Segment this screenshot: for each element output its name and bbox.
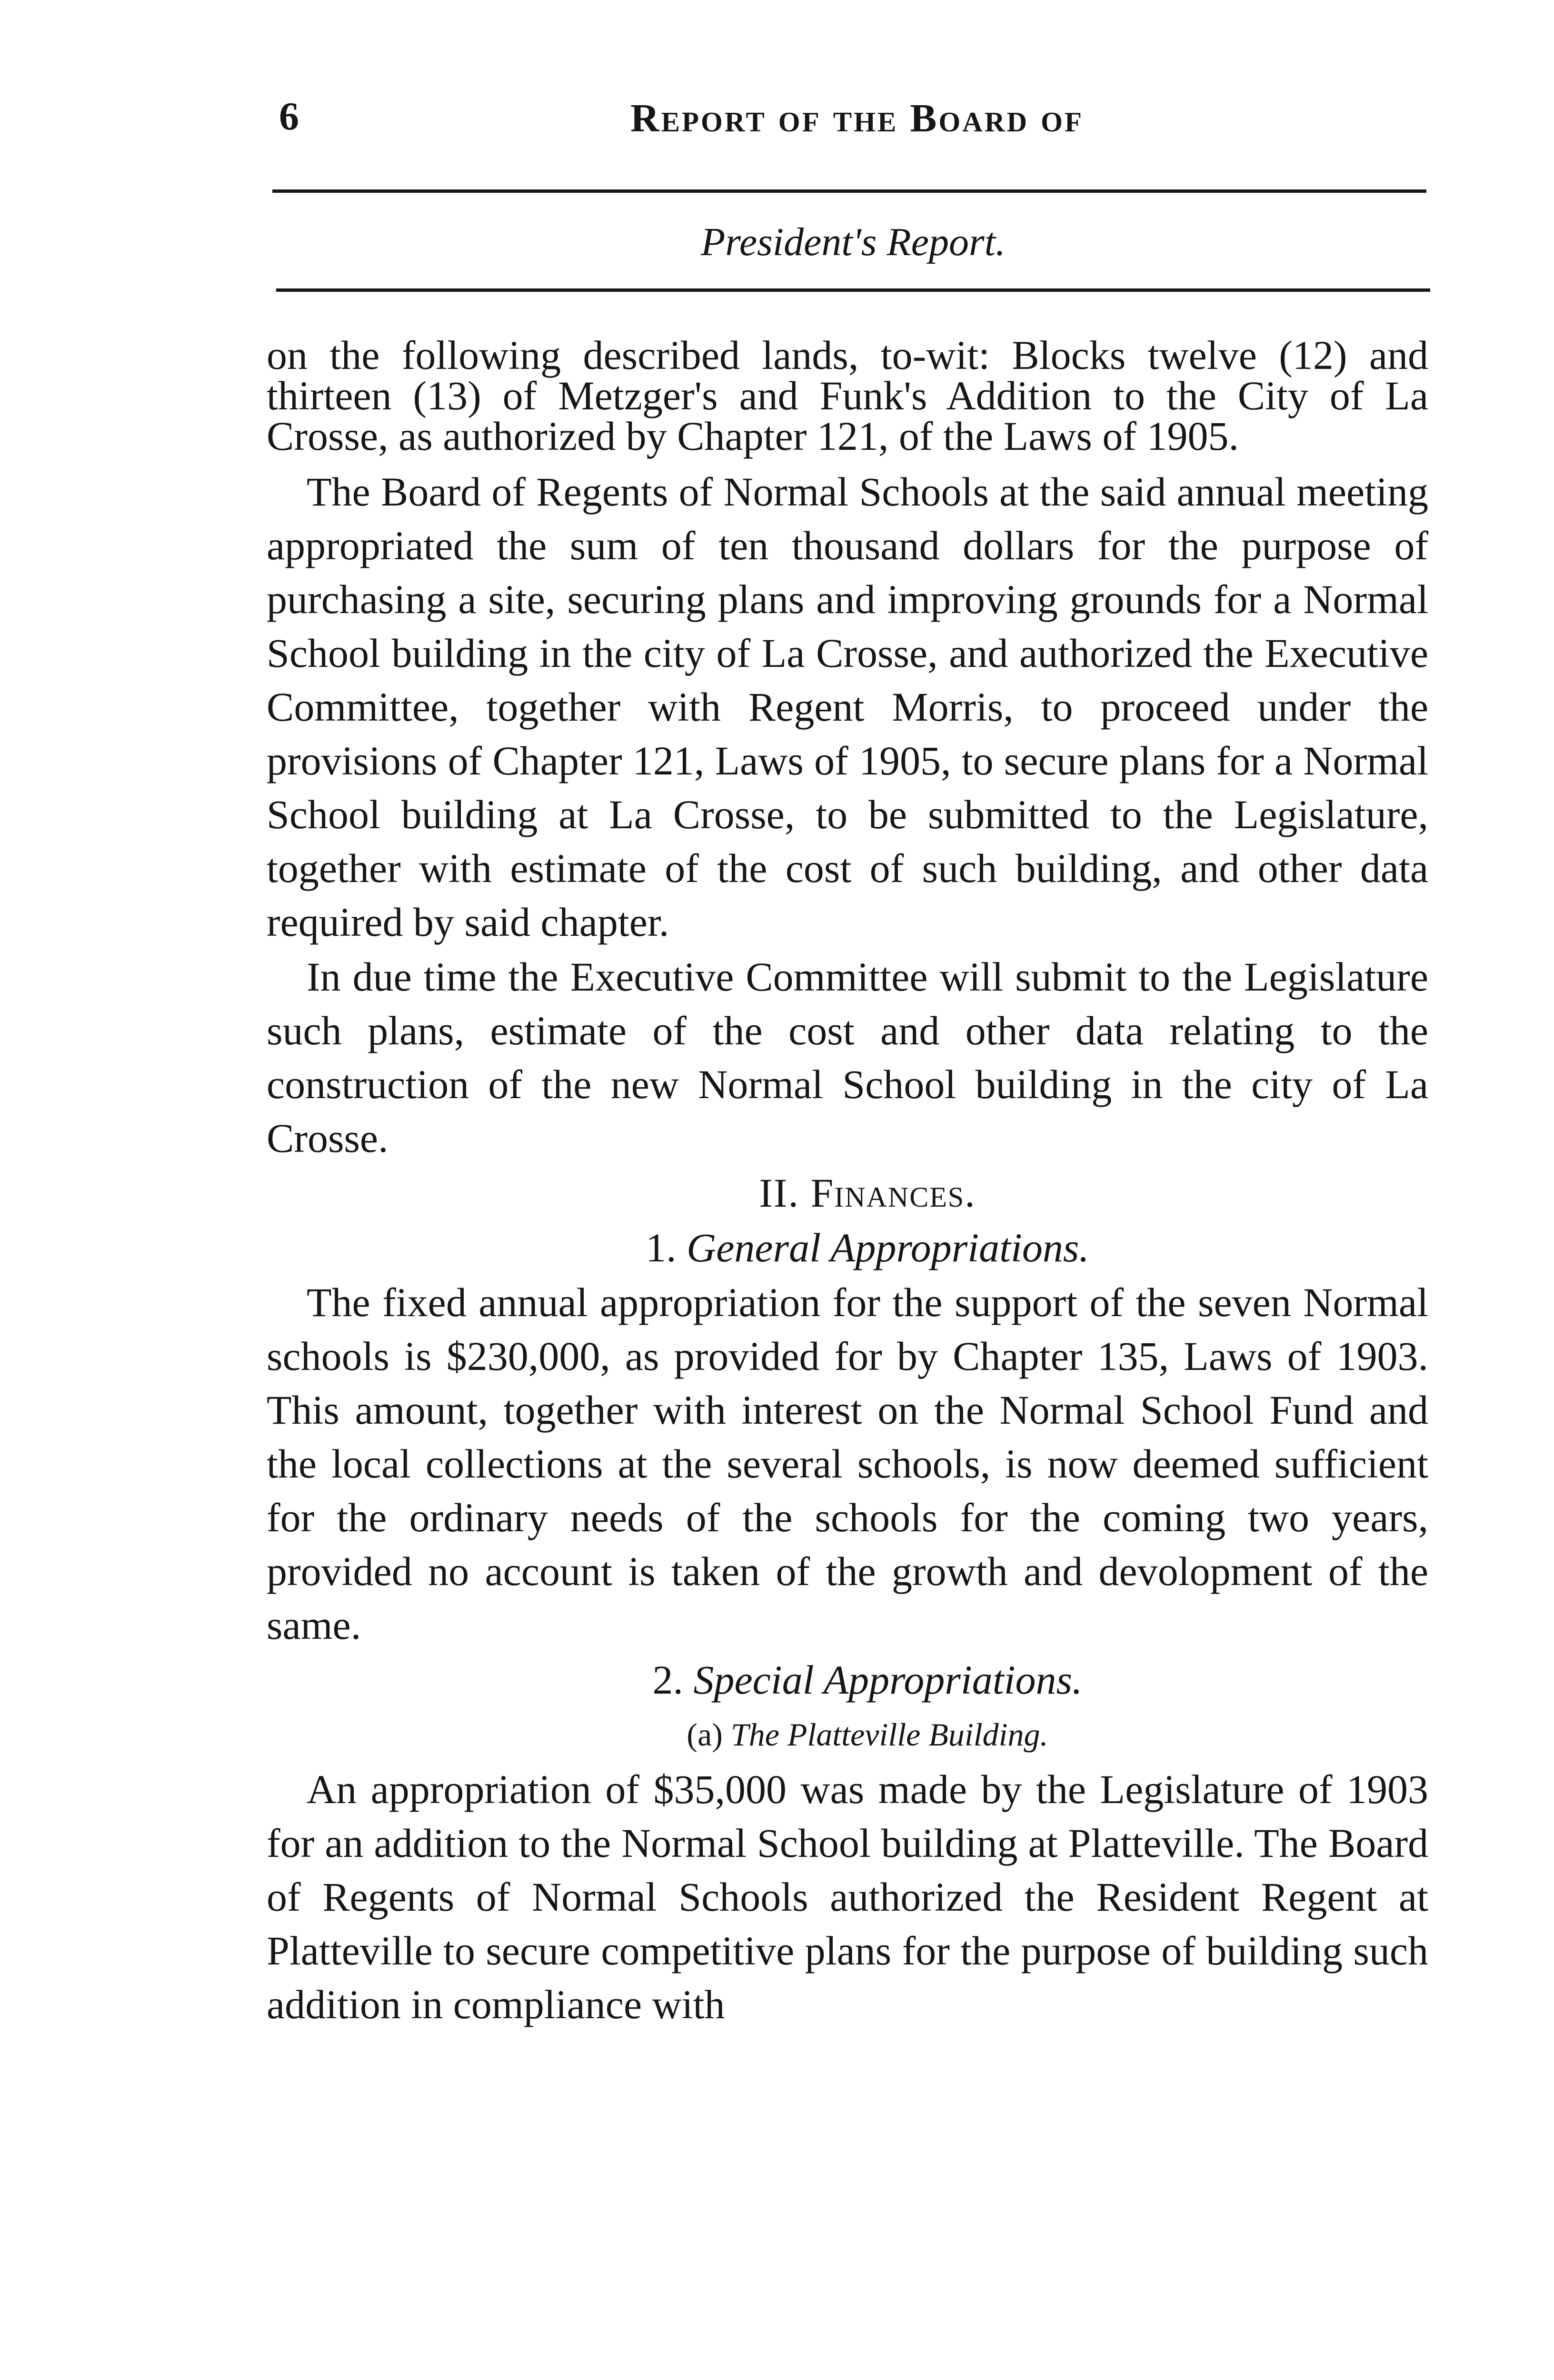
section-title: President's Report. [700,220,1006,264]
header-rule-bottom [276,288,1430,292]
paragraph-executive-committee: In due time the Executive Committee will submit to the Legislature such plans, estimate of the cost and other data relating to the construction of the new Normal School building in the city of La Crosse. [267,954,1428,1161]
paragraph-platteville-building: An appropriation of $35,000 was made by the Legislature of 1903 for an addition to the Normal School building at Platteville. The Board of Regents of Normal Schools authorized the Resident Regent at Platteville to secure competitive plans for the purpose of building such addition in compliance with [267,1766,1428,2027]
body-text [267,332,1428,2032]
paragraph-general-appropriations: The fixed annual appropriation for the support of the seven Normal schools is $230,000, as provided for by Chapter 135, Laws of 1903. This amount, together with interest on the Normal School Fund and the local collections at the several schools, is now deemed sufficient for the ordinary needs of the schools for the coming two years, provided no account is taken of the growth and devolopment of the same. [267,1279,1428,1648]
paragraph-appropriation-site: The Board of Regents of Normal Schools at the said annual meeting appropriated the sum of ten thousand dollars for the purpose of purchasing a site, securing plans and improving grounds for a Normal School building in the city of La Crosse, and authorized the Executive Committee, together with Regent Morris, to proceed under the provisions of Chapter 121, Laws of 1905, to secure plans for a Normal School building at La Crosse, to be submitted to the Legislature, together with estimate of the cost of such building, and other data required by said chapter. [267,469,1428,945]
running-title: Report of the Board of [630,96,1084,140]
heading-platteville-building [267,1708,1428,1762]
heading-text: The Platteville Building. [730,1716,1048,1753]
page-number: 6 [279,94,299,139]
heading-number: (a) [687,1716,723,1753]
heading-text: General Appropriations. [687,1225,1089,1270]
header-rule-top [272,189,1426,193]
paragraph-continued: on the following described lands, to-wit: Blocks twelve (12) and thirteen (13) of Metzger's and Funk's Addition to the City of La Crosse, as authorized by Chapter 121, of the Laws of 1905. [267,332,1428,459]
heading-finances: II. Finances. [759,1170,976,1216]
heading-general-appropriations [267,1221,1428,1275]
heading-number: 2. [652,1657,683,1703]
heading-text: Special Appropriations. [693,1657,1083,1703]
heading-number: 1. [646,1225,677,1270]
heading-special-appropriations [267,1653,1428,1707]
